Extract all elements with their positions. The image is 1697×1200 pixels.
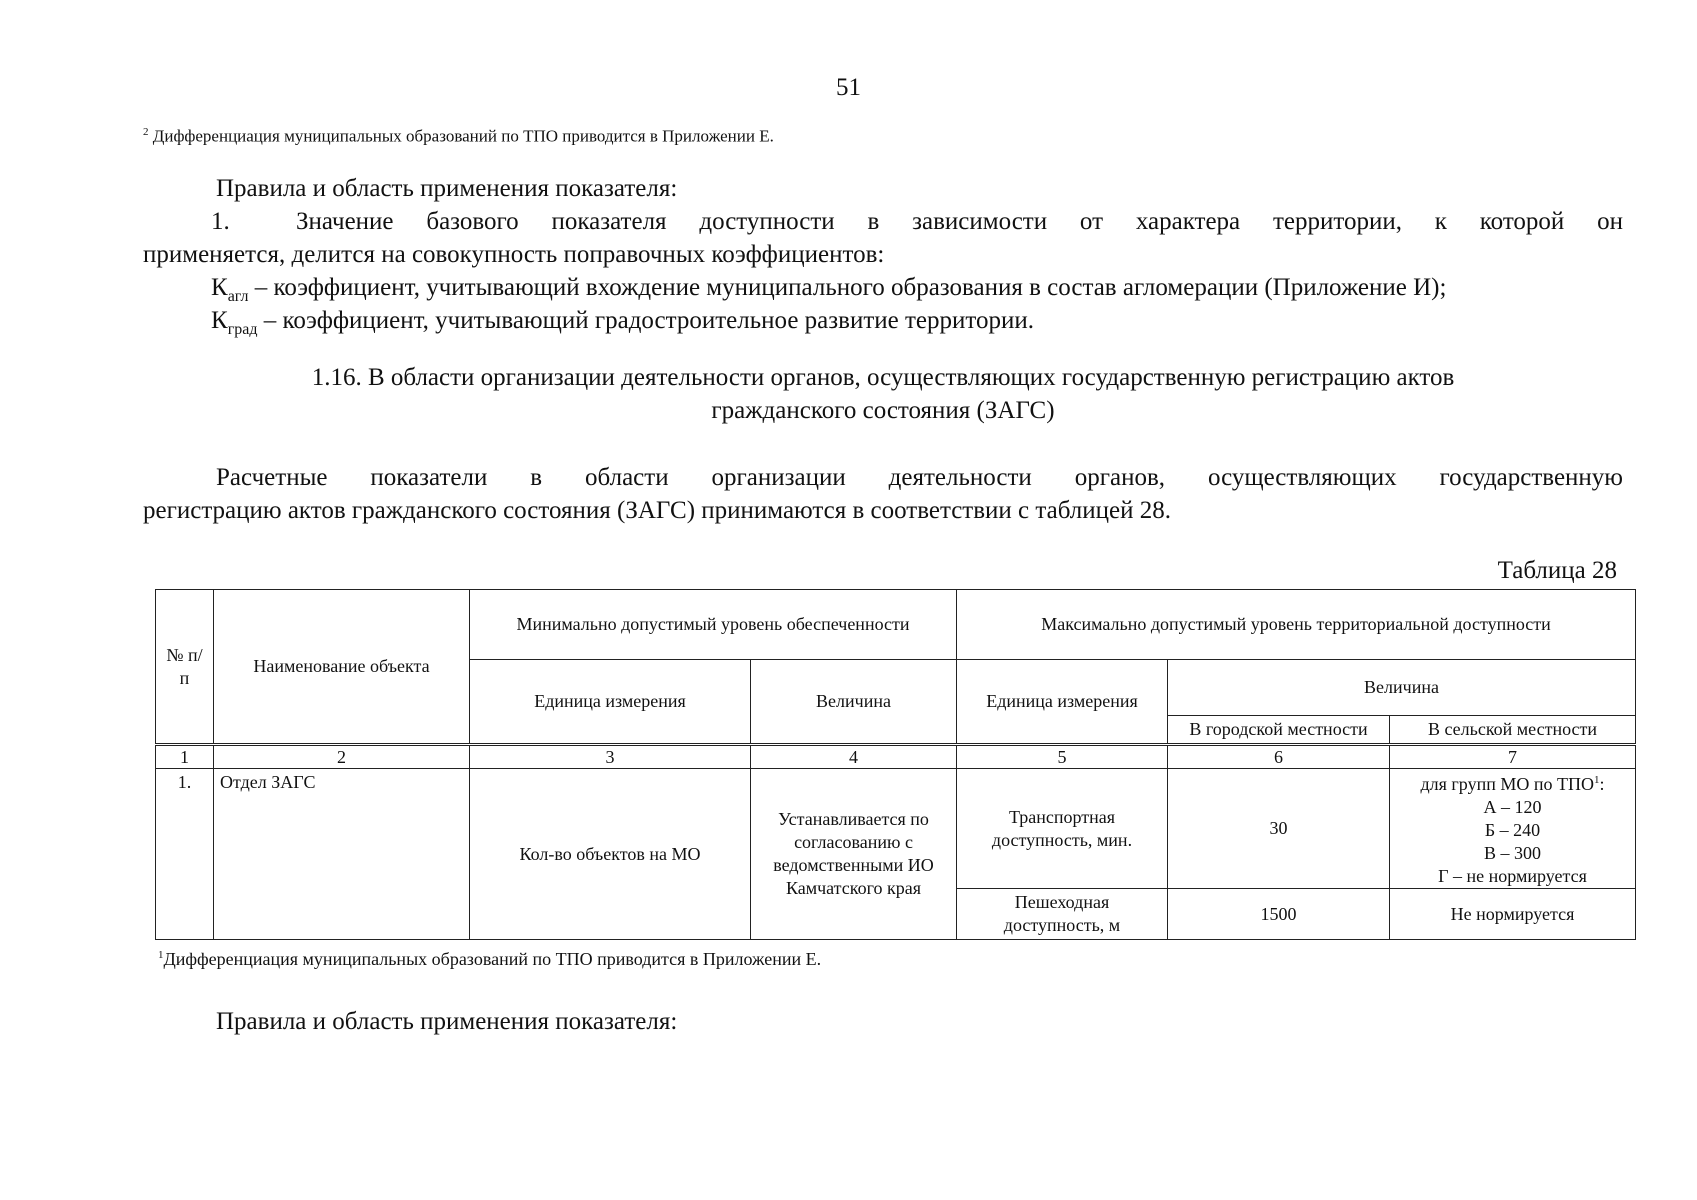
footnote-top xyxy=(143,126,774,147)
rule-1-text: Значение базового показателя доступности в зависимости от характера территории, к которой он xyxy=(296,208,1623,235)
column-number: 2 xyxy=(214,745,470,769)
rural-group-b: Б – 240 xyxy=(1484,820,1541,840)
row-transport-urban: 30 xyxy=(1168,769,1390,889)
column-numbers-row xyxy=(156,745,1636,769)
row-num: 1. xyxy=(156,769,214,940)
rules-heading: Правила и область применения показателя: xyxy=(216,175,678,202)
page-number: 51 xyxy=(836,74,861,101)
rule-1-number: 1. xyxy=(211,208,230,235)
rule-1-line-1 xyxy=(211,205,1623,238)
coef-subscript: град xyxy=(227,321,258,338)
row-name: Отдел ЗАГС xyxy=(214,769,470,940)
indicator-table xyxy=(155,589,1636,940)
rural-group-a: А – 120 xyxy=(1483,797,1542,817)
column-number: 4 xyxy=(751,745,957,769)
rural-group-v: В – 300 xyxy=(1483,843,1541,863)
coef-symbol: К xyxy=(211,274,228,301)
column-number: 7 xyxy=(1390,745,1636,769)
footnote-mark: 2 xyxy=(143,126,149,138)
table-footnote xyxy=(158,949,821,970)
rural-title-end: : xyxy=(1599,774,1605,794)
rule-1-line-2: применяется, делится на совокупность поправочных коэффициентов: xyxy=(143,241,885,268)
coef-text: – коэффициент, учитывающий вхождение муниципального образования в состав агломерации (Приложение И); xyxy=(248,274,1447,301)
header-name: Наименование объекта xyxy=(214,590,470,745)
header-row-1 xyxy=(156,590,1636,660)
intro-line-2: регистрацию актов гражданского состояния (ЗАГС) принимаются в соответствии с таблицей 28. xyxy=(143,497,1172,524)
row-walking-unit: Пешеходная доступность, м xyxy=(957,889,1168,940)
header-urban: В городской местности xyxy=(1168,716,1390,745)
coef-symbol: К xyxy=(211,307,228,334)
column-number: 6 xyxy=(1168,745,1390,769)
rules-heading-2: Правила и область применения показателя: xyxy=(216,1008,678,1035)
table-row xyxy=(156,769,1636,889)
header-value-max: Величина xyxy=(1168,660,1636,716)
footnote-text: Дифференциация муниципальных образований по ТПО приводится в Приложении Е. xyxy=(163,949,822,969)
rural-title: для групп МО по ТПО xyxy=(1420,774,1594,794)
section-title-line-1: 1.16. В области организации деятельности органов, осуществляющих государственную регистрацию актов xyxy=(311,364,1455,391)
header-value-min: Величина xyxy=(751,660,957,745)
row-transport-unit: Транспортная доступность, мин. xyxy=(957,769,1168,889)
header-num: № п/п xyxy=(156,590,214,745)
coef-text: – коэффициент, учитывающий градостроительное развитие территории. xyxy=(257,307,1034,334)
row-walking-urban: 1500 xyxy=(1168,889,1390,940)
row-transport-rural xyxy=(1390,769,1636,889)
column-number: 1 xyxy=(156,745,214,769)
row-unit-min: Кол-во объектов на МО xyxy=(470,769,751,940)
column-number: 3 xyxy=(470,745,751,769)
row-walking-rural: Не нормируется xyxy=(1390,889,1636,940)
coef-subscript: агл xyxy=(227,288,249,305)
coefficient-grad xyxy=(211,304,1691,346)
header-rural: В сельской местности xyxy=(1390,716,1636,745)
header-unit-max: Единица измерения xyxy=(957,660,1168,745)
row-value-min: Устанавливается по согласованию с ведомственными ИО Камчатского края xyxy=(751,769,957,940)
intro-line-1: Расчетные показатели в области организации деятельности органов, осуществляющих государственную xyxy=(216,464,1623,491)
table-caption: Таблица 28 xyxy=(1497,557,1617,584)
section-title xyxy=(143,361,1623,427)
header-unit-min: Единица измерения xyxy=(470,660,751,745)
section-title-line-2: гражданского состояния (ЗАГС) xyxy=(711,397,1055,424)
rural-group-g: Г – не нормируется xyxy=(1438,866,1587,886)
header-max-level: Максимально допустимый уровень территориальной доступности xyxy=(957,590,1636,660)
column-number: 5 xyxy=(957,745,1168,769)
rural-footnote-mark: 1 xyxy=(1593,774,1600,786)
footnote-mark: 1 xyxy=(158,949,164,961)
header-min-level: Минимально допустимый уровень обеспеченности xyxy=(470,590,957,660)
footnote-text: Дифференциация муниципальных образований по ТПО приводится в Приложении Е. xyxy=(148,126,774,146)
